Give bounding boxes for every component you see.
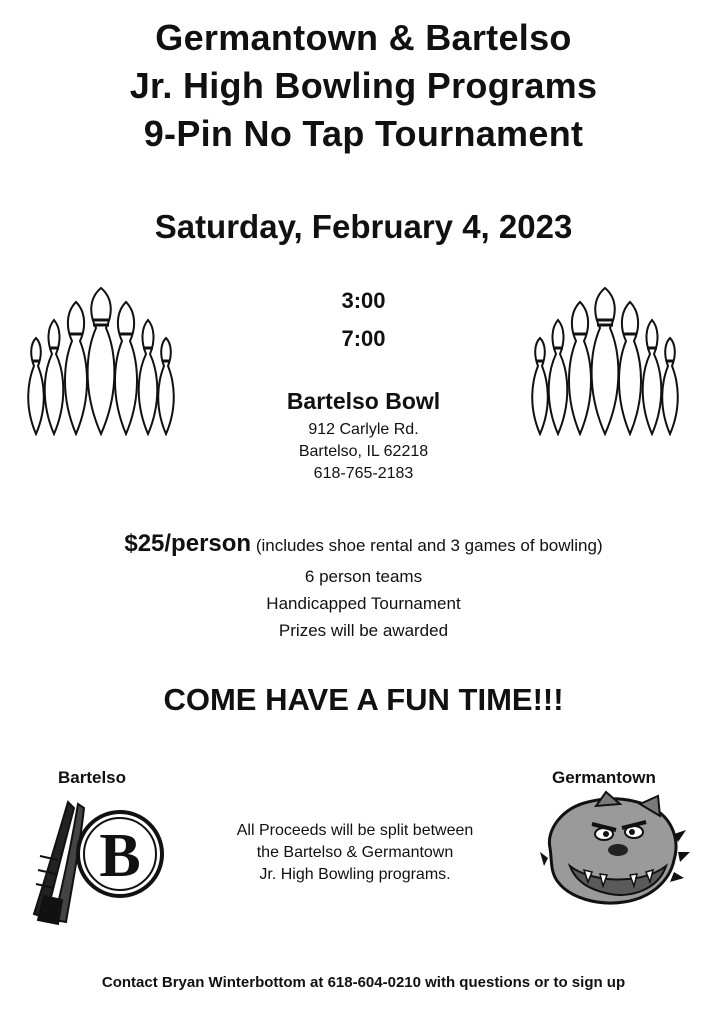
proceeds-line-2: the Bartelso & Germantown	[256, 844, 454, 861]
title-line-2: Jr. High Bowling Programs	[129, 65, 598, 106]
detail-prizes: Prizes will be awarded	[278, 621, 449, 640]
title-line-3: 9-Pin No Tap Tournament	[143, 113, 584, 154]
proceeds-line-3: Jr. High Bowling programs.	[259, 866, 451, 883]
venue-name: Bartelso Bowl	[286, 388, 441, 414]
venue-phone: 618-765-2183	[313, 465, 414, 482]
venue-address-line-1: 912 Carlyle Rd.	[308, 421, 419, 438]
bartelso-logo-letter: B	[99, 822, 141, 890]
proceeds-text	[190, 820, 520, 886]
price: $25/person	[124, 530, 252, 557]
team-label-bartelso: Bartelso	[58, 768, 127, 787]
price-includes: (includes shoe rental and 3 games of bowling)	[255, 536, 603, 555]
event-time-1: 3:00	[341, 288, 386, 313]
title-line-1: Germantown & Bartelso	[155, 17, 572, 58]
event-time-2: 7:00	[341, 326, 386, 351]
price-line	[0, 530, 727, 558]
bartelso-logo	[28, 796, 168, 926]
detail-handicap: Handicapped Tournament	[266, 594, 461, 613]
event-date: Saturday, February 4, 2023	[154, 208, 573, 245]
page-title	[0, 14, 727, 158]
team-label-germantown: Germantown	[552, 768, 656, 787]
germantown-bulldog-logo	[540, 790, 690, 910]
venue-address-line-2: Bartelso, IL 62218	[298, 443, 429, 460]
detail-teams: 6 person teams	[304, 567, 423, 586]
proceeds-line-1: All Proceeds will be split between	[236, 822, 474, 839]
contact-info: Contact Bryan Winterbottom at 618-604-0210 with questions or to sign up	[101, 974, 626, 991]
slogan: COME HAVE A FUN TIME!!!	[163, 682, 564, 717]
